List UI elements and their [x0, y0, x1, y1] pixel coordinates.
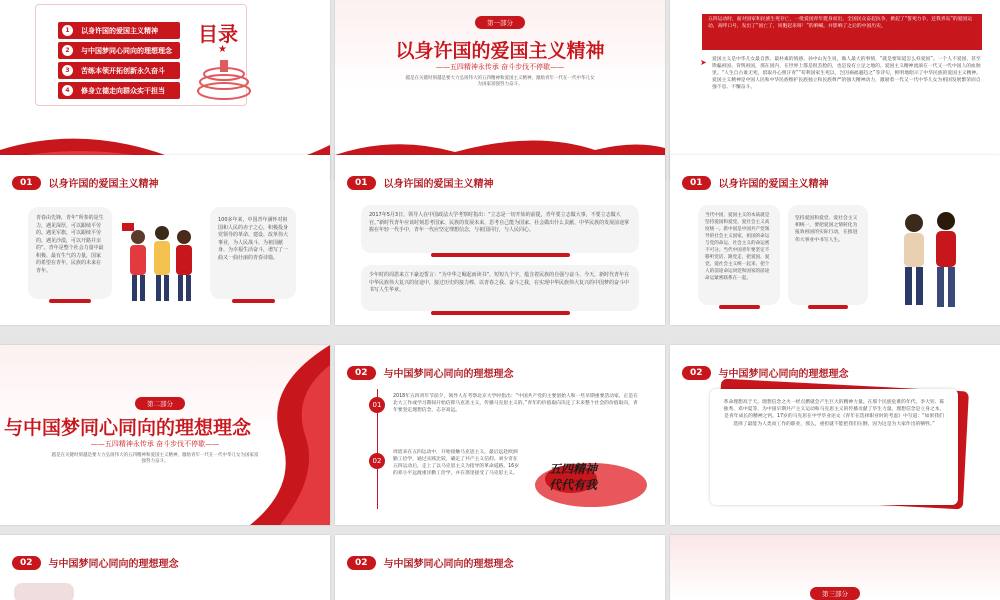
section-badge: 02 [682, 366, 711, 380]
toc-label: 修身立德走向群众实干担当 [81, 86, 165, 95]
header-title: 以身许国的爱国主义精神 [718, 179, 829, 190]
header-title: 与中国梦同心同向的理想理念 [48, 559, 179, 570]
youth-group-illustration [118, 217, 206, 307]
card-text: 2017年5月3日，领导人在中国政法大学考察时指出：“立志是一切开始的前提，青年要立志做大事，不要立志做大官。”新时代青年应该时刻思考国家、民族的发展未来，思考自己能为国家、社会做出什么贡献，中华民族的发展前途掌握在年轻一代手中，青年一代应坚定理想信念，与祖国同行，与人民同心。 [369, 212, 630, 233]
card-text: 100多年来，中国青年满怀对祖国和人民的赤子之心，积极投身党领导的革命、建设、改革伟大事业，为人民战斗、为祖国献身、为幸福生活奋斗，谱写了一曲又一曲壮丽的青春诗篇。 [218, 217, 289, 261]
slide-header [682, 175, 829, 190]
step-num-2: 02 [369, 453, 385, 469]
section-badge: 01 [347, 176, 376, 190]
slide-thumbnail-1[interactable] [0, 0, 330, 180]
slide-thumbnail-6[interactable] [670, 155, 1000, 325]
section-badge: 02 [12, 556, 41, 570]
slide-thumbnail-8[interactable] [335, 345, 665, 525]
slide-thumbnail-9[interactable] [670, 345, 1000, 525]
toc-item-2[interactable] [58, 42, 180, 59]
slide-thumbnail-4[interactable] [0, 155, 330, 325]
header-title: 与中国梦同心同向的理想理念 [718, 369, 849, 380]
star-icon: ★ [218, 44, 227, 55]
header-title: 与中国梦同心同向的理想理念 [383, 369, 514, 380]
card-bar [49, 299, 91, 303]
section-badge: 01 [12, 176, 41, 190]
part-pill: 第三部分 [810, 587, 860, 600]
slide-thumbnail-7[interactable] [0, 345, 330, 525]
part-pill: 第一部分 [475, 16, 525, 29]
section-subtitle: ——五四精神永传承 奋斗步伐不停歇—— [90, 440, 220, 448]
card-text: 革命理想高于天。理想信念之火一经点燃就会产生巨大的精神力量。在那个民族危难的年代，李大钊、陈独秀、邓中夏等，为中国早期共产主义运动和马克思主义的传播贡献了毕生力量。理想信念是立身之本，是青年成长的精神之钙。17岁的马克思在中学毕业论文《青年在选择职业时的考虑》中写道：“如果我们选择了最能为人类而工作的职业，那么，重担就不能把我们压倒，因为这是为大家作出的牺牲。” [723, 400, 945, 427]
slide-thumbnail-12[interactable] [670, 535, 1000, 600]
section-desc: 越是在关键时刻越是要大力弘扬伟大的五四精神和爱国主义精神，激励青年一代在一代中华儿女为国家富强努力奋斗。 [405, 76, 595, 87]
header-title: 以身许国的爱国主义精神 [48, 179, 159, 190]
section-title: 与中国梦同心同向的理想理念 [4, 417, 252, 439]
calligraphy-text: 五四精神 代代有我 [549, 462, 598, 492]
toc-num: 2 [62, 45, 73, 56]
illustration-partial [14, 583, 74, 600]
step-num-1: 01 [369, 397, 385, 413]
card-text: 少年时的周恩来立下豪迈誓言：“为中华之崛起而读书”，短短九个字，蕴含着民族的自强与奋斗，今天，新时代青年在中华民族伟大复兴的征途中，接过历史的接力棒，以青春之我、奋斗之我，在实现中华民族伟大复兴的中国梦的奋斗中书写人生华章。 [369, 272, 630, 293]
step-text-1: 2018年五四青年节前夕，领导人在考察北京大学时指出：“中国共产党的主要创始人和一些早期重要活动家，正是在北大工作或学习期间开始信仰马克思主义，传播马克思主义的。”青年的价值取向决定了未来整个社会的价值取向，青年要坚定理想信念，志存高远。 [393, 394, 638, 413]
toc-item-1[interactable] [58, 22, 180, 39]
card-text: 坚持爱国和爱党、爱社会主义相统一，要把爱国之情转化为报效祖国的实际行动，在推进伟大事业中书写人生。 [795, 216, 858, 243]
slide-header [682, 365, 849, 380]
slide-thumbnail-5[interactable] [335, 155, 665, 325]
section-badge: 02 [347, 556, 376, 570]
text-card-top [361, 205, 639, 253]
arrow-icon: ➤ [700, 58, 707, 67]
slide-thumbnail-3[interactable] [670, 0, 1000, 180]
card-bar [808, 305, 848, 309]
toc-num: 3 [62, 65, 73, 76]
text-card-bottom [361, 265, 639, 311]
toc-title: 目录 [198, 22, 238, 46]
text-card-left [698, 205, 780, 305]
section-title: 以身许国的爱国主义精神 [395, 40, 605, 62]
body-text: 爱国主义是中华儿女最自然、最朴素的情感。孙中山先生说，做人最大的事情，“就是要知道怎么样爱国”。一个人不爱国，甚至欺骗祖国、背叛祖国，那在国内、在世界上都是很丢脸的，也是没有立足之地的。爱国主义精神流淌在一代又一代中国人的血脉里。“人生自古谁无死，留取丹心照汗青”“苟利国家生死以，岂因祸福避趋之”等诗句，鲜明地昭示了中华民族的爱国主义精神。爱国主义精神是中国人民和中华民族维护民族独立和民族尊严的强大精神动力，激励着一代又一代中华儿女为祖国发展繁荣而自强不息、不懈奋斗。 [712, 57, 981, 90]
slide-thumbnail-10[interactable] [0, 535, 330, 600]
slide-thumbnail-11[interactable] [335, 535, 665, 600]
toc-num: 1 [62, 25, 73, 36]
text-card-right [788, 205, 868, 305]
card-text: 青春由先锋，青年“所参的是生力，遇见深厚，可以跟续平劳的。遇见军旗，可以跟续平劳的，遇见沙漠，可以开路并亲的”。青年是整个社会力量中最积极、最有生气的力量，国家的希望在青年，民族的未来在青年。 [36, 215, 104, 274]
card-text: 当代中国，爱国主义的本质就是坚持爱国和爱党、爱社会主义高度统一。新中国是中国共产党领导的社会主义国家，祖国的命运与党的命运、社会主义的命运密不可分。当代中国青年要坚定不移听党话、跟党走，把爱国、爱党、爱社会主义统一起来，把个人的前途命运同党和国家的前途命运紧密联系在一起。 [705, 213, 770, 281]
card-bar [431, 253, 570, 257]
slide-header [12, 175, 159, 190]
step-text-2: 周恩来在五四运动中，开始接触马克思主义，最后远赴欧洲勤工俭学，通过实践比较，确定了共产主义信仰。刘少奇在五四运动后，走上了以马克思主义为指导的革命道路。16岁的邓小平远渡重洋勤工俭学，并在那里接受了马克思主义。 [393, 450, 520, 476]
header-title: 以身许国的爱国主义精神 [383, 179, 494, 190]
toc-item-4[interactable] [58, 82, 180, 99]
monument-icon [196, 58, 252, 106]
text-card-right [210, 207, 296, 299]
text-card [710, 389, 958, 505]
toc-num: 4 [62, 85, 73, 96]
card-bar [719, 305, 760, 309]
text-card-left [28, 207, 112, 299]
card-bar [431, 311, 570, 315]
section-badge: 02 [347, 366, 376, 380]
slide-header [347, 555, 514, 570]
toc-label: 苦练本领开拓创新永久奋斗 [81, 66, 165, 75]
section-badge: 01 [682, 176, 711, 190]
slide-thumbnail-2[interactable] [335, 0, 665, 180]
toc-label: 与中国梦同心同向的理想理念 [81, 46, 172, 55]
toc-label: 以身许国的爱国主义精神 [81, 26, 158, 35]
slide-header [347, 365, 514, 380]
section-subtitle: ——五四精神永传承 奋斗步伐不停歇—— [435, 63, 565, 71]
slide-header [347, 175, 494, 190]
slide-header [12, 555, 179, 570]
highlight-box: 五四运动时，面对国家和民族生死存亡，一批爱国青年挺身而出，全国民众奋起抗争，掀起了“誓死力争，还我青岛”的爱国运动，高呼口号，发出了“国亡了，同胞起来呀！”的呐喊，并影响了之后的中国历史。 [702, 14, 982, 50]
toc-item-3[interactable] [58, 62, 180, 79]
card-bar [232, 299, 275, 303]
section-desc: 越是在关键时刻越是要大力弘扬伟大的五四精神和爱国主义精神，激励青年一代在一代中华儿女为国家富强努力奋斗。 [51, 453, 259, 464]
part-pill: 第二部分 [135, 397, 185, 410]
header-title: 与中国梦同心同向的理想理念 [383, 559, 514, 570]
youth-pair-illustration [888, 207, 972, 311]
